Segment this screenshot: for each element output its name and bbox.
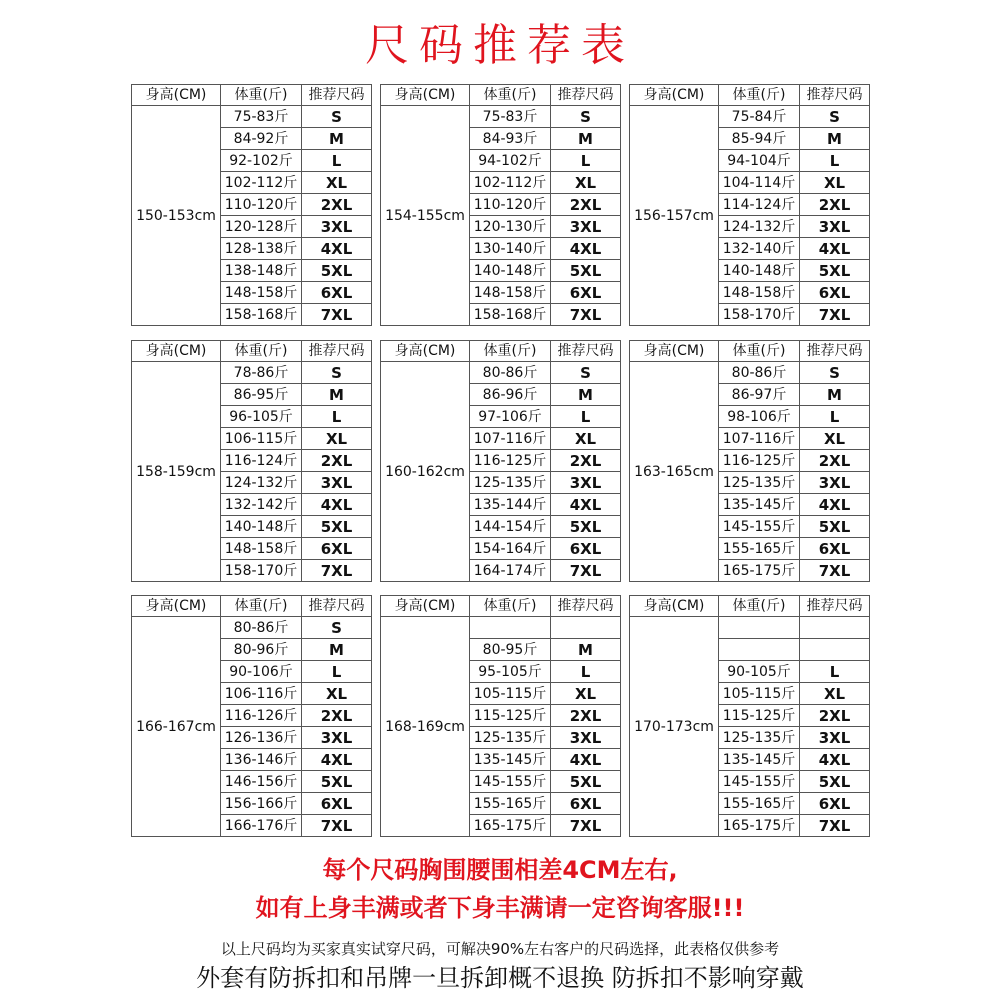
header-weight: 体重(斤) <box>470 596 551 617</box>
header-weight: 体重(斤) <box>470 341 551 362</box>
size-cell: L <box>551 150 621 172</box>
size-cell: 4XL <box>302 238 372 260</box>
size-cell: XL <box>302 428 372 450</box>
size-cell: 5XL <box>302 771 372 793</box>
weight-range-cell: 158-170斤 <box>221 560 302 582</box>
weight-range-cell: 156-166斤 <box>221 793 302 815</box>
weight-range-cell: 86-97斤 <box>719 384 800 406</box>
size-cell: 4XL <box>800 494 870 516</box>
weight-range-cell: 110-120斤 <box>470 194 551 216</box>
weight-range-cell: 90-105斤 <box>719 661 800 683</box>
weight-range-cell: 140-148斤 <box>719 260 800 282</box>
size-cell: 6XL <box>302 282 372 304</box>
size-cell: L <box>302 661 372 683</box>
size-cell: XL <box>302 683 372 705</box>
weight-range-cell: 75-84斤 <box>719 106 800 128</box>
size-cell: L <box>302 150 372 172</box>
header-size: 推荐尺码 <box>800 596 870 617</box>
weight-range-cell: 136-146斤 <box>221 749 302 771</box>
size-cell: M <box>800 128 870 150</box>
weight-range-cell: 124-132斤 <box>221 472 302 494</box>
size-cell: 4XL <box>800 749 870 771</box>
size-cell: 4XL <box>551 749 621 771</box>
size-cell: 7XL <box>800 304 870 326</box>
weight-range-cell: 128-138斤 <box>221 238 302 260</box>
table-header-row <box>381 85 621 106</box>
weight-range-cell: 145-155斤 <box>719 771 800 793</box>
size-cell: 3XL <box>800 727 870 749</box>
weight-range-cell: 165-175斤 <box>719 560 800 582</box>
size-cell: 3XL <box>551 216 621 238</box>
height-range-cell: 156-157cm <box>630 106 719 326</box>
weight-range-cell <box>719 639 800 661</box>
size-cell: 3XL <box>800 216 870 238</box>
size-cell: 2XL <box>302 194 372 216</box>
header-height: 身高(CM) <box>381 596 470 617</box>
weight-range-cell: 155-165斤 <box>470 793 551 815</box>
weight-range-cell: 120-128斤 <box>221 216 302 238</box>
weight-range-cell: 155-165斤 <box>719 793 800 815</box>
size-cell: S <box>551 362 621 384</box>
weight-range-cell: 158-168斤 <box>470 304 551 326</box>
table-row <box>381 617 621 639</box>
size-cell: 5XL <box>551 771 621 793</box>
size-cell: S <box>302 362 372 384</box>
table-row <box>381 106 621 128</box>
size-cell: 7XL <box>800 560 870 582</box>
table-row <box>132 106 372 128</box>
size-cell: 7XL <box>800 815 870 837</box>
header-height: 身高(CM) <box>132 85 221 106</box>
table-header-row <box>630 85 870 106</box>
header-size: 推荐尺码 <box>302 596 372 617</box>
table-row <box>381 362 621 384</box>
weight-range-cell: 126-136斤 <box>221 727 302 749</box>
size-cell: 2XL <box>800 194 870 216</box>
size-cell: 5XL <box>302 260 372 282</box>
weight-range-cell: 116-125斤 <box>719 450 800 472</box>
height-range-cell: 163-165cm <box>630 362 719 582</box>
size-cell: L <box>800 406 870 428</box>
size-cell: L <box>800 150 870 172</box>
weight-range-cell: 106-116斤 <box>221 683 302 705</box>
weight-range-cell: 80-86斤 <box>719 362 800 384</box>
size-table <box>629 340 870 582</box>
table-row <box>132 362 372 384</box>
table-row <box>132 617 372 639</box>
size-table <box>131 340 372 582</box>
size-cell: M <box>551 639 621 661</box>
size-cell: L <box>551 406 621 428</box>
size-cell: 3XL <box>551 727 621 749</box>
weight-range-cell: 166-176斤 <box>221 815 302 837</box>
size-cell: M <box>302 384 372 406</box>
size-cell: 3XL <box>302 472 372 494</box>
weight-range-cell: 84-93斤 <box>470 128 551 150</box>
size-cell: M <box>551 128 621 150</box>
size-cell: 2XL <box>800 705 870 727</box>
size-cell: XL <box>800 172 870 194</box>
size-cell: 4XL <box>551 494 621 516</box>
weight-range-cell: 95-105斤 <box>470 661 551 683</box>
header-height: 身高(CM) <box>630 85 719 106</box>
weight-range-cell: 120-130斤 <box>470 216 551 238</box>
table-row <box>630 106 870 128</box>
size-cell: 7XL <box>302 560 372 582</box>
size-table <box>380 595 621 837</box>
size-cell: 5XL <box>551 260 621 282</box>
weight-range-cell: 85-94斤 <box>719 128 800 150</box>
size-table <box>380 84 621 326</box>
size-cell: M <box>551 384 621 406</box>
size-cell <box>800 639 870 661</box>
weight-range-cell: 80-95斤 <box>470 639 551 661</box>
header-height: 身高(CM) <box>381 85 470 106</box>
size-cell: 2XL <box>551 194 621 216</box>
size-cell: L <box>302 406 372 428</box>
height-range-cell: 150-153cm <box>132 106 221 326</box>
size-cell: S <box>302 106 372 128</box>
weight-range-cell: 96-105斤 <box>221 406 302 428</box>
weight-range-cell: 105-115斤 <box>719 683 800 705</box>
size-cell: 3XL <box>551 472 621 494</box>
note-size-difference: 每个尺码胸围腰围相差4CM左右, <box>322 856 678 884</box>
table-header-row <box>132 85 372 106</box>
weight-range-cell: 158-170斤 <box>719 304 800 326</box>
height-range-cell: 170-173cm <box>630 617 719 837</box>
size-cell: 6XL <box>800 538 870 560</box>
weight-range-cell: 132-140斤 <box>719 238 800 260</box>
table-header-row <box>132 341 372 362</box>
size-cell: 5XL <box>800 771 870 793</box>
weight-range-cell: 102-112斤 <box>470 172 551 194</box>
size-cell: 7XL <box>302 304 372 326</box>
weight-range-cell: 105-115斤 <box>470 683 551 705</box>
header-height: 身高(CM) <box>630 596 719 617</box>
weight-range-cell: 80-86斤 <box>470 362 551 384</box>
weight-range-cell: 116-124斤 <box>221 450 302 472</box>
table-header-row <box>630 341 870 362</box>
size-cell: 7XL <box>302 815 372 837</box>
header-weight: 体重(斤) <box>470 85 551 106</box>
size-cell: 4XL <box>302 749 372 771</box>
header-weight: 体重(斤) <box>221 596 302 617</box>
size-table <box>380 340 621 582</box>
size-cell: 6XL <box>302 793 372 815</box>
size-cell: 7XL <box>551 560 621 582</box>
table-header-row <box>132 596 372 617</box>
weight-range-cell <box>719 617 800 639</box>
note-contact-service: 如有上身丰满或者下身丰满请一定咨询客服!!! <box>255 894 745 922</box>
weight-range-cell: 114-124斤 <box>719 194 800 216</box>
size-cell: 6XL <box>302 538 372 560</box>
size-cell: XL <box>551 683 621 705</box>
weight-range-cell: 155-165斤 <box>719 538 800 560</box>
weight-range-cell: 107-116斤 <box>470 428 551 450</box>
weight-range-cell: 125-135斤 <box>470 472 551 494</box>
header-height: 身高(CM) <box>132 341 221 362</box>
height-range-cell: 158-159cm <box>132 362 221 582</box>
size-cell: S <box>800 106 870 128</box>
weight-range-cell: 104-114斤 <box>719 172 800 194</box>
size-cell: 2XL <box>302 450 372 472</box>
weight-range-cell: 164-174斤 <box>470 560 551 582</box>
header-weight: 体重(斤) <box>719 341 800 362</box>
weight-range-cell: 135-145斤 <box>719 749 800 771</box>
size-cell <box>800 617 870 639</box>
weight-range-cell: 80-86斤 <box>221 617 302 639</box>
weight-range-cell: 94-102斤 <box>470 150 551 172</box>
weight-range-cell: 86-95斤 <box>221 384 302 406</box>
size-cell: 4XL <box>302 494 372 516</box>
size-cell: XL <box>551 428 621 450</box>
table-header-row <box>381 341 621 362</box>
weight-range-cell: 144-154斤 <box>470 516 551 538</box>
weight-range-cell: 125-135斤 <box>719 727 800 749</box>
weight-range-cell: 78-86斤 <box>221 362 302 384</box>
weight-range-cell: 145-155斤 <box>719 516 800 538</box>
header-size: 推荐尺码 <box>551 341 621 362</box>
height-range-cell: 166-167cm <box>132 617 221 837</box>
size-cell: 6XL <box>551 793 621 815</box>
size-cell: 7XL <box>551 304 621 326</box>
weight-range-cell: 130-140斤 <box>470 238 551 260</box>
size-cell: 6XL <box>551 282 621 304</box>
size-cell: M <box>800 384 870 406</box>
header-weight: 体重(斤) <box>221 341 302 362</box>
weight-range-cell: 97-106斤 <box>470 406 551 428</box>
weight-range-cell: 148-158斤 <box>470 282 551 304</box>
size-cell: 5XL <box>800 260 870 282</box>
size-cell: XL <box>551 172 621 194</box>
weight-range-cell: 132-142斤 <box>221 494 302 516</box>
table-header-row <box>381 596 621 617</box>
weight-range-cell: 138-148斤 <box>221 260 302 282</box>
header-height: 身高(CM) <box>132 596 221 617</box>
header-weight: 体重(斤) <box>719 596 800 617</box>
weight-range-cell: 86-96斤 <box>470 384 551 406</box>
height-range-cell: 160-162cm <box>381 362 470 582</box>
weight-range-cell: 135-145斤 <box>719 494 800 516</box>
header-size: 推荐尺码 <box>551 596 621 617</box>
weight-range-cell: 84-92斤 <box>221 128 302 150</box>
page-title: 尺码推荐表 <box>365 20 635 71</box>
header-size: 推荐尺码 <box>800 341 870 362</box>
table-row <box>630 617 870 639</box>
weight-range-cell: 125-135斤 <box>719 472 800 494</box>
size-cell: 2XL <box>551 705 621 727</box>
height-range-cell: 154-155cm <box>381 106 470 326</box>
weight-range-cell: 154-164斤 <box>470 538 551 560</box>
weight-range-cell: 106-115斤 <box>221 428 302 450</box>
weight-range-cell: 140-148斤 <box>221 516 302 538</box>
size-table <box>629 84 870 326</box>
size-cell: XL <box>800 683 870 705</box>
weight-range-cell: 98-106斤 <box>719 406 800 428</box>
weight-range-cell: 148-158斤 <box>221 282 302 304</box>
weight-range-cell: 165-175斤 <box>470 815 551 837</box>
size-cell: S <box>800 362 870 384</box>
weight-range-cell: 115-125斤 <box>719 705 800 727</box>
size-table <box>629 595 870 837</box>
weight-range-cell: 90-106斤 <box>221 661 302 683</box>
weight-range-cell: 165-175斤 <box>719 815 800 837</box>
size-cell: 5XL <box>302 516 372 538</box>
weight-range-cell: 135-145斤 <box>470 749 551 771</box>
note-reference-disclaimer: 以上尺码均为买家真实试穿尺码，可解决90%左右客户的尺码选择，此表格仅供参考 <box>220 940 780 958</box>
size-cell: 2XL <box>551 450 621 472</box>
size-cell: M <box>302 639 372 661</box>
weight-range-cell <box>470 617 551 639</box>
size-cell: 5XL <box>551 516 621 538</box>
header-weight: 体重(斤) <box>719 85 800 106</box>
weight-range-cell: 116-125斤 <box>470 450 551 472</box>
weight-range-cell: 107-116斤 <box>719 428 800 450</box>
weight-range-cell: 158-168斤 <box>221 304 302 326</box>
size-table <box>131 84 372 326</box>
header-size: 推荐尺码 <box>302 85 372 106</box>
weight-range-cell: 124-132斤 <box>719 216 800 238</box>
weight-range-cell: 75-83斤 <box>221 106 302 128</box>
weight-range-cell: 115-125斤 <box>470 705 551 727</box>
size-cell: 2XL <box>800 450 870 472</box>
header-height: 身高(CM) <box>381 341 470 362</box>
header-weight: 体重(斤) <box>221 85 302 106</box>
weight-range-cell: 80-96斤 <box>221 639 302 661</box>
size-cell: 3XL <box>800 472 870 494</box>
header-size: 推荐尺码 <box>302 341 372 362</box>
size-cell: L <box>551 661 621 683</box>
weight-range-cell: 125-135斤 <box>470 727 551 749</box>
size-cell: 5XL <box>800 516 870 538</box>
weight-range-cell: 140-148斤 <box>470 260 551 282</box>
size-table <box>131 595 372 837</box>
size-cell: S <box>551 106 621 128</box>
size-cell: 6XL <box>551 538 621 560</box>
weight-range-cell: 92-102斤 <box>221 150 302 172</box>
size-cell: 7XL <box>551 815 621 837</box>
header-height: 身高(CM) <box>630 341 719 362</box>
size-cell: 6XL <box>800 282 870 304</box>
note-return-policy: 外套有防拆扣和吊牌一旦拆卸概不退换 防拆扣不影响穿戴 <box>196 964 804 992</box>
size-cell: 2XL <box>302 705 372 727</box>
weight-range-cell: 148-158斤 <box>719 282 800 304</box>
size-cell: 3XL <box>302 727 372 749</box>
header-size: 推荐尺码 <box>800 85 870 106</box>
table-row <box>630 362 870 384</box>
weight-range-cell: 110-120斤 <box>221 194 302 216</box>
size-cell: L <box>800 661 870 683</box>
size-cell: 4XL <box>551 238 621 260</box>
weight-range-cell: 148-158斤 <box>221 538 302 560</box>
size-cell: S <box>302 617 372 639</box>
size-cell: XL <box>800 428 870 450</box>
weight-range-cell: 146-156斤 <box>221 771 302 793</box>
height-range-cell: 168-169cm <box>381 617 470 837</box>
weight-range-cell: 135-144斤 <box>470 494 551 516</box>
size-cell: XL <box>302 172 372 194</box>
weight-range-cell: 116-126斤 <box>221 705 302 727</box>
size-cell: M <box>302 128 372 150</box>
weight-range-cell: 145-155斤 <box>470 771 551 793</box>
table-header-row <box>630 596 870 617</box>
size-cell: 4XL <box>800 238 870 260</box>
weight-range-cell: 75-83斤 <box>470 106 551 128</box>
weight-range-cell: 102-112斤 <box>221 172 302 194</box>
weight-range-cell: 94-104斤 <box>719 150 800 172</box>
header-size: 推荐尺码 <box>551 85 621 106</box>
size-cell <box>551 617 621 639</box>
size-cell: 6XL <box>800 793 870 815</box>
size-cell: 3XL <box>302 216 372 238</box>
